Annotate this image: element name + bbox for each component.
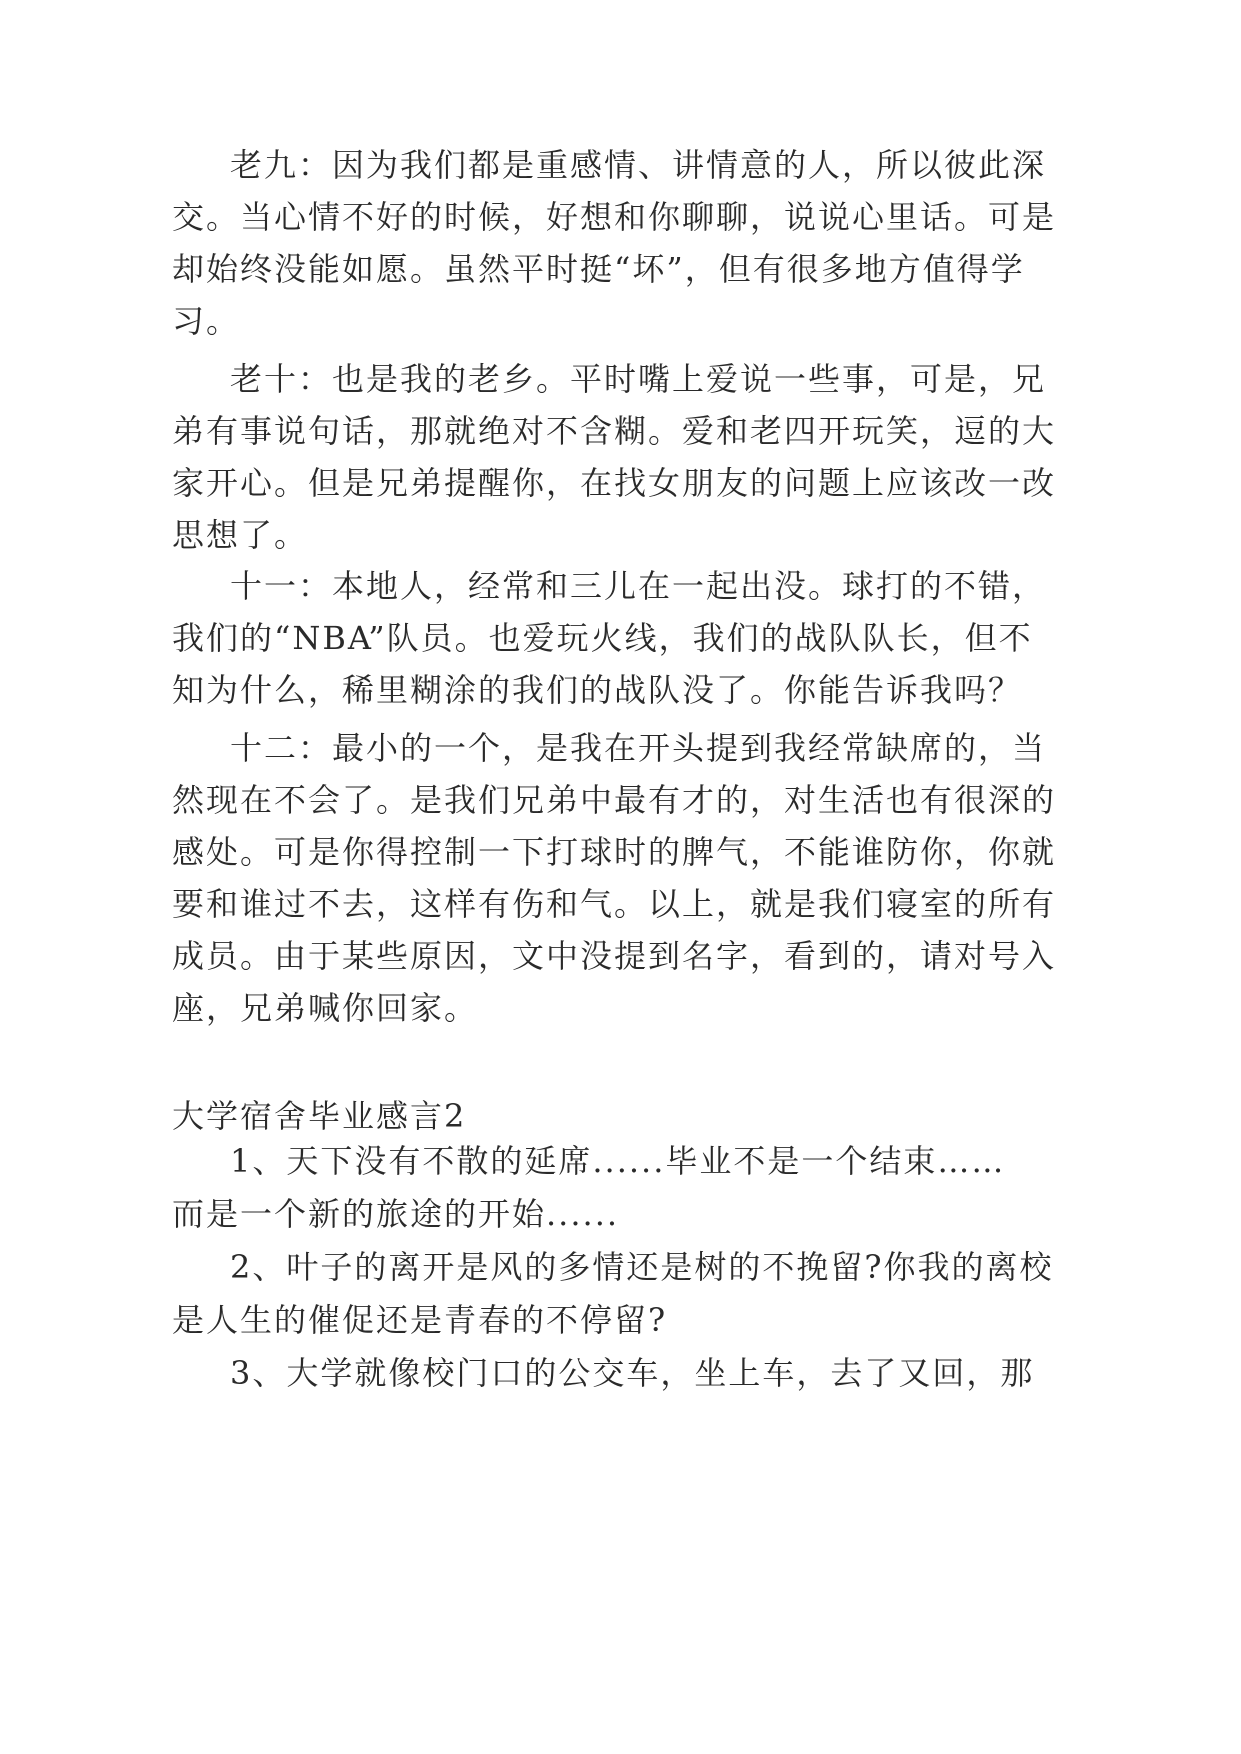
text-line: 成员。由于某些原因，文中没提到名字，看到的，请对号入 <box>172 937 1057 975</box>
text-line: 老十：也是我的老乡。平时嘴上爱说一些事，可是，兄 <box>230 360 1047 398</box>
text-line: 思想了。 <box>172 516 309 554</box>
text-line: 知为什么，稀里糊涂的我们的战队没了。你能告诉我吗？ <box>172 671 1023 709</box>
text-line: 然现在不会了。是我们兄弟中最有才的，对生活也有很深的 <box>172 781 1057 819</box>
text-line: 家开心。但是兄弟提醒你，在找女朋友的问题上应该改一改 <box>172 464 1057 502</box>
text-line: 是人生的催促还是青春的不停留? <box>172 1301 668 1339</box>
text-line: 1、天下没有不散的延席......毕业不是一个结束…… <box>230 1142 1006 1180</box>
text-line: 却始终没能如愿。虽然平时挺“坏”，但有很多地方值得学 <box>172 250 1025 288</box>
text-line: 2、叶子的离开是风的多情还是树的不挽留?你我的离校 <box>230 1248 1054 1286</box>
text-line: 要和谁过不去，这样有伤和气。以上，就是我们寝室的所有 <box>172 885 1057 923</box>
text-line: 习。 <box>172 302 241 340</box>
text-line: 十二：最小的一个，是我在开头提到我经常缺席的，当 <box>230 729 1047 767</box>
text-line: 而是一个新的旅途的开始...... <box>172 1195 620 1233</box>
text-line: 交。当心情不好的时候，好想和你聊聊，说说心里话。可是 <box>172 198 1057 236</box>
text-line: 感处。可是你得控制一下打球时的脾气，不能谁防你，你就 <box>172 833 1057 871</box>
section-title: 大学宿舍毕业感言2 <box>172 1097 467 1135</box>
text-line: 座，兄弟喊你回家。 <box>172 989 479 1027</box>
text-line: 老九：因为我们都是重感情、讲情意的人，所以彼此深 <box>230 146 1047 184</box>
text-line: 3、大学就像校门口的公交车，坐上车，去了又回，那 <box>230 1354 1035 1392</box>
text-line: 弟有事说句话，那就绝对不含糊。爱和老四开玩笑，逗的大 <box>172 412 1057 450</box>
text-line: 我们的“NBA”队员。也爱玩火线，我们的战队队长，但不 <box>172 619 1033 657</box>
text-line: 十一：本地人，经常和三儿在一起出没。球打的不错， <box>230 567 1047 605</box>
